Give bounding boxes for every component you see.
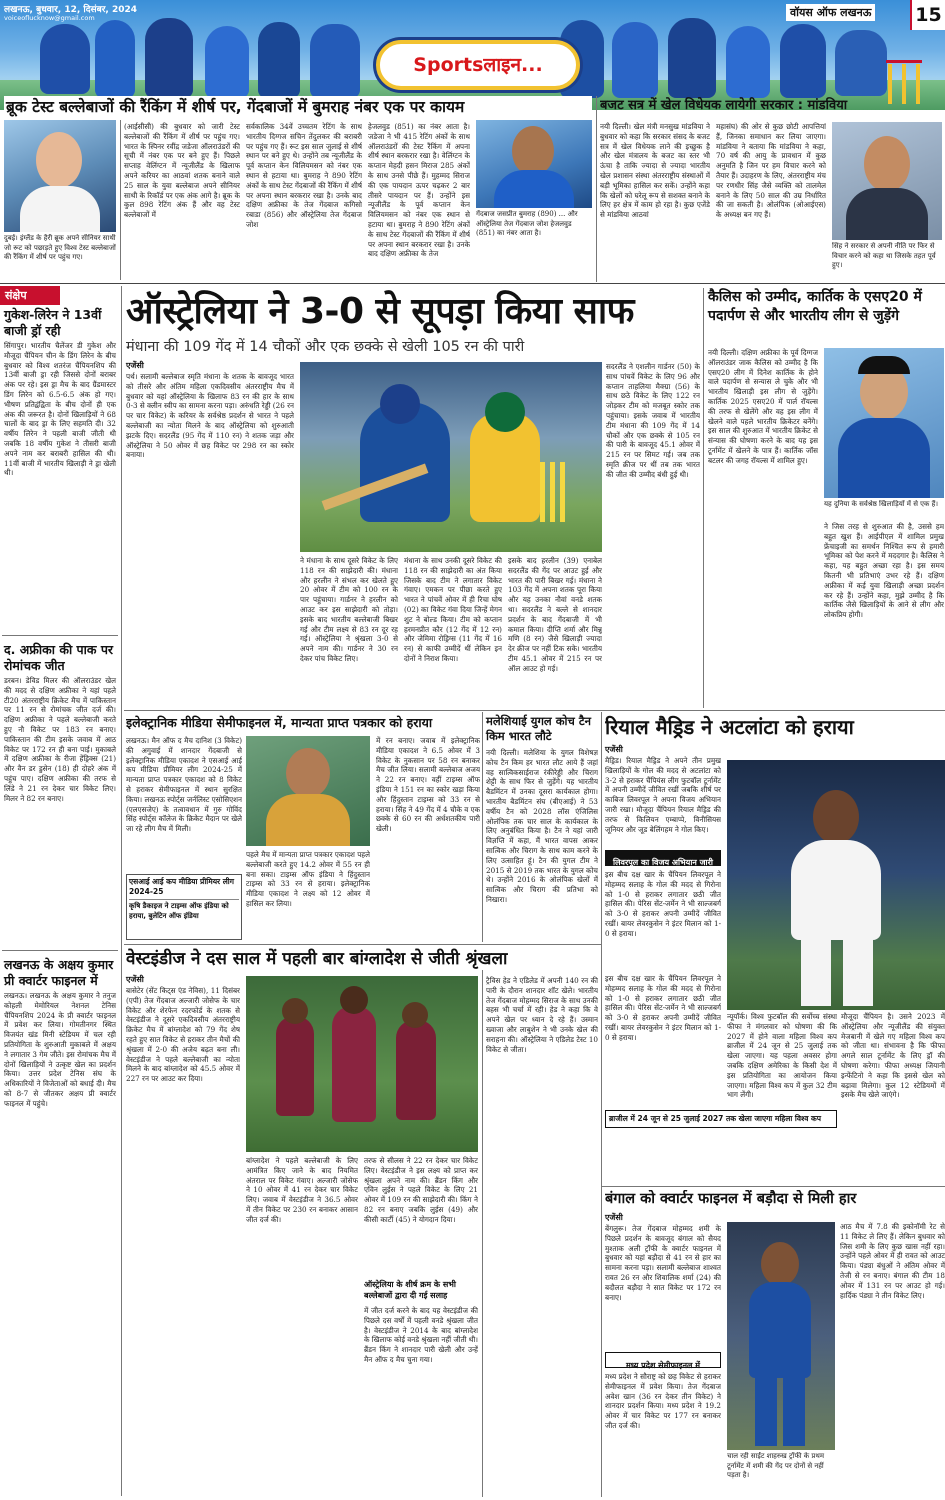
media-box: [126, 874, 242, 940]
masthead: [0, 0, 945, 110]
baroda-col-1b: मध्य प्रदेश ने सौराष्ट्र को छह विकेट से हराकर सेमीफाइनल में प्रवेश किया। तेज गेंदबाज अवेश खान (36 रन देकर तीन विकेट) ने शानदार प्रदर्शन किया। मध्य प्रदेश ने 19.2 ओवर में चार विकेट पर 177 रन बनाकर जीत दर्ज की।: [605, 1372, 721, 1430]
wi-sub-heading: ऑस्ट्रेलिया के शीर्ष क्रम के सभी बल्लेबाजों द्वारा दी गई सलाह: [364, 1280, 456, 1300]
media-box-title: एसआई आई कप मीडिया प्रीमियर लीग 2024-25: [129, 877, 239, 900]
malaysia-headline: मलेशियाई युगल कोच टैन किम भारत लौटे: [486, 714, 592, 743]
aus-column-under-photo-1: ने मंधाना के साथ दूसरे विकेट के लिए 118 रन की साझेदारी की। मंधाना और हरलीन ने संभल कर खेलते हुए 20 ओवर में टीम को 100 रन के पार पहुंचाया। गार्डनर ने हरलीन को आउट कर इस साझेदारी को तोड़ा। इसके बाद भारतीय बल्लेबाजी बिखर गई और टीम लक्ष्य से 83 रन दूर रह गई। ऑस्ट्रेलिया ने श्रृंखला 3-0 से अपने नाम की। गार्डनर ने 30 रन देकर पांच विकेट लिए।: [300, 556, 398, 663]
wi-celebration-photo: [246, 976, 478, 1152]
dateline: लखनऊ, बुधवार, 12, दिसंबर, 2024: [4, 5, 138, 15]
real-col-3: मौजूदा चैंपियन है। उसने 2023 में ऑस्ट्रेलिया और न्यूजीलैंड की संयुक्त मेजबानी में खेले गए महिला विश्व कप को जीता था। संभावना है कि फीफा अगले साल टूर्नामेंट के लिए ड्रॉ की घोषणा करेगा। फीफा अध्यक्ष जियानी इन्फेंटिनो ने कहा कि इससे खेल को बढ़ावा मिलेगा। कुल 12 स्टेडियमों में इसके मैच खेले जाएंगे।: [841, 1012, 945, 1100]
aus-column-under-photo-2: मंधाना के साथ उनकी दूसरे विकेट की 118 रन की साझेदारी का अंत किया जिसके बाद टीम ने लगातार विकेट गंवाए। एमकन पर पीछा करते हुए भारत ने पांचवें ओवर में ही रिचा घोष (02) का विकेट गंवा दिया जिन्हें मेगन शुट ने बोल्ड किया। टीम को कप्तान हरमनप्रीत कौर (12 गेंद में 12 रन) और जेमिमा रोड्रिग्स (11 गेंद में 16 रन) से काफी उम्मीदें थीं लेकिन इन दोनों ने निराश किया।: [404, 556, 502, 663]
samkshep-headline-1: गुकेश-लिरेन ने 13वीं बाजी ड्रॉ रही: [4, 307, 102, 338]
malaysia-text: नयी दिल्ली। मलेशिया के युगल विशेषज्ञ कोच टैन किम हर भारत लौट आये हैं जहां वह सात्विकसाईराज रंकीरेड्डी और चिराग शेट्टी के साथ फिर से जुड़ेंगे। यह भारतीय बैडमिंटन में उनका दूसरा कार्यकाल होगा। भारतीय बैडमिंटन संघ (बीएआई) ने 53 वर्षीय टैन को 2028 लॉस एंजिलिस ओलंपिक तक चार साल के कार्यकाल के लिए अनुबंधित किया है। टैन ने यहां जारी विज्ञप्ति में कहा, मैं भारत वापस आकर सात्विक और चिराग के साथ काम करने के लिए उत्साहित हूं। टैन की युगल टीम ने 2015 से 2019 तक भारत के युगल कोच थे। उन्होंने 2016 के ओलंपिक खेलों में सात्विक और चिराग की प्रतिभा को निखारा।: [486, 748, 598, 904]
shami-photo-caption: चाल रही साईंट शाहरुख ट्रॉफी के प्रथम टूर्नामेंट में शमी की गेंद पर दोनों से नहीं पड़ता है।: [727, 1452, 825, 1479]
baroda-headline: बंगाल को क्वार्टर फाइनल में बड़ौदा से मिली हार: [605, 1191, 857, 1207]
aus-column-right: सदरलैंड ने एशलीन गार्डनर (50) के साथ पांचवें विकेट के लिए 96 और कप्तान ताहलिया मैक्ग्रा (56) के साथ छठे विकेट के लिए 122 रन जोड़कर टीम को मजबूत स्कोर तक पहुंचाया। इसके जवाब में भारतीय टीम मंधाना की 109 गेंद में 14 चौकों और एक छक्के से 105 रन की पारी के बावजूद 45.1 ओवर में 215 रन पर सिमट गई। जब तक स्मृति क्रीज पर थीं तब तक भारत की जीत की उम्मीद बंधी हुई थी।: [606, 362, 700, 479]
bumrah-photo: [476, 120, 592, 208]
shami-photo: [727, 1222, 835, 1450]
section-title-badge: [376, 40, 580, 90]
baroda-box: [605, 1352, 721, 1368]
website: voiceoflucknow@gmail.com: [4, 14, 95, 22]
real-box-2-title: ब्राजील में 24 जून से 25 जुलाई 2027 तक खेला जाएगा महिला विश्व कप: [609, 1114, 822, 1123]
media-box-item: कृषि डैकाइज ने टाइम्स ऑफ इंडिया को हराया, बुलेटिन ऑफ इंडिया: [129, 902, 229, 920]
real-box-title: लिवरपूल का विजय अभियान जारी: [613, 858, 713, 867]
media-col-1: लखनऊ। मैन ऑफ द मैच दानिश (3 विकेट) की अगुवाई में शानदार गेंदबाजी से इलेक्ट्रानिक मीडिया एकादश ने एसआई आई कप मीडिया प्रीमियर लीग 2024-25 में मान्यता प्राप्त पत्रकार एकादश को 8 विकेट से हराकर सेमीफाइनल में स्थान सुरक्षित किया। लखनऊ स्पोर्ट्स जर्नलिस्ट एसोसिएशन (एलएसजेए) के तत्वावधान में गुरु गोविंद सिंह स्पोर्ट्स कॉलेज के क्रिकेट मैदान पर खेले जा रहे लीग मैच में मिली।: [126, 736, 242, 834]
kallis-col-1: नयी दिल्ली। दक्षिण अफ्रीका के पूर्व दिग्गज ऑलराउंडर जाक कैलिस को उम्मीद है कि एसए20 लीग में दिनेश कार्तिक के होने वाले पदार्पण से सन्यास ले चुके और भी भारतीय खिलाड़ी इस लीग से जुड़ेंगे। कार्तिक 2025 एसए20 में पार्ल रॉयल्स की तरफ से खेलेंगे और वह इस लीग में खेलने वाले पहले भारतीय क्रिकेटर बनेंगे। इस साल की शुरुआत में भारतीय क्रिकेट से संन्यास की घोषणा करने के बाद यह इस टूर्नामेंट में खेलने के पात्र हैं। कार्तिक जॉस बटलर की जगह रॉयल्स में शामिल हुए।: [708, 348, 818, 465]
real-box: [605, 850, 721, 866]
wi-col-main-2: बांग्लादेश ने पहले बल्लेबाजी के लिए आमंत्रित किए जाने के बाद नियमित अंतराल पर विकेट गंवाए। अल्जारी जोसेफ ने 10 ओवर में 41 रन देकर चार विकेट लिए। जवाब में वेस्टइंडीज ने 36.5 ओवर में तीन विकेट पर 230 रन बनाकर आसान जीत दर्ज की।: [246, 1156, 358, 1224]
brook-photo: [4, 120, 116, 232]
mandaviya-photo: [832, 122, 942, 240]
samkshep-text-3: लखनऊ। लखनऊ के अक्षय कुमार ने तनुज कोहली मेमोरियल नेशनल टेनिस चैंपियनशिप 2024 के प्री क्वार्टर फाइनल में प्रवेश कर लिया। गोमतीनगर स्थित विजयंत खंड मिनी स्टेडियम में चल रही प्रतियोगिता के शुरुआती मुकाबले में अक्षय ने लगातार 3 गेम जीते। इस रोमांचक मैच में दोनों खिलाड़ियों ने उत्कृष्ट खेल का प्रदर्शन किया। उत्तर प्रदेश टेनिस संघ के अधिकारियों ने विजेताओं को बधाई दी। मैच को 8-7 से जीतकर अक्षय प्री क्वार्टर फाइनल में पहुंचे।: [4, 991, 116, 1108]
media-col-4: में रन बनाए। जवाब में इलेक्ट्रानिक मीडिया एकादश ने 6.5 ओवर में 3 विकेट के नुकसान पर 58 रन बनाकर मैच जीत लिया। सलामी बल्लेबाज अजय ने 22 रन बनाए। वहीं टाइम्स ऑफ इंडिया ने 151 रन का स्कोर खड़ा किया और हिंदुस्तान टाइम्स को 33 रन से हराया। सिंह ने 49 गेंद में 4 चौके व एक छक्के से 60 रन की अर्धशतकीय पारी खेली।: [376, 736, 480, 834]
wi-col-main: बासेटेर (सेंट किट्स एंड नेविस), 11 दिसंबर (एपी) तेज गेंदबाज अल्जारी जोसेफ के चार विकेट और शेरफेन रदरफोर्ड के शतक से वेस्टइंडीज ने दूसरे एकदिवसीय अंतरराष्ट्रीय क्रिकेट मैच में बांग्लादेश को 79 गेंद शेष रहते हुए सात विकेट से हराकर तीन मैचों की श्रृंखला में 2-0 की अजेय बढ़त बना ली। वेस्टइंडीज ने पहले बल्लेबाजी का न्योता मिलने के बाद बांग्लादेश को 45.5 ओवर में 227 रन पर आउट कर दिया।: [126, 986, 240, 1084]
australia-subhead: मंधाना की 109 गेंद में 14 चौकों और एक छक्के से खेली 105 रन की पारी: [126, 339, 525, 355]
aus-column-left: पर्थ। सलामी बल्लेबाज स्मृति मंधाना के शतक के बावजूद भारत को तीसरे और अंतिम महिला एकदिवसीय अंतरराष्ट्रीय मैच में बुधवार को यहां ऑस्ट्रेलिया के खिलाफ 83 रन की हार के साथ 0-3 से क्लीन स्वीप का सामना करना पड़ा। अरुंधति रेड्डी (26 रन पर चार विकेट) के करियर के सर्वश्रेष्ठ प्रदर्शन से भारत ने पहले बल्लेबाजी का न्योता मिलने के बाद ऑस्ट्रेलिया को शुरुआती झटके दिए। सदरलैंड (95 गेंद में 110 रन) ने शतक जड़ा और ऑस्ट्रेलिया ने 50 ओवर में छह विकेट पर 298 रन का स्कोर बनाया।: [126, 372, 294, 460]
bumrah-photo-caption: गेंदबाज जसप्रीत बुमराह (890) ... और ऑस्ट्रेलिया तेज गेंदबाज जोश हेजलवुड (851) का नंबर आता है।: [476, 210, 578, 237]
samkshep-text-1: सिंगापुर। भारतीय चैलेंजर डी गुकेश और मौजूदा चैंपियन चीन के डिंग लिरेन के बीच बुधवार को विश्व शतरंज चैंपियनशिप की 13वीं बाजी ड्रा रही जिससे दोनों बराबर अंक पर रहे। इस ड्रा मैच के बाद ग्रैंडमास्टर डिंग लिरेन को 6.5-6.5 अंक हो गए। भीषण प्रतिद्वंद्विता के बीच दोनों ही एक अंक की जरूरत है। दोनों खिलाड़ियों ने 68 चालों के बाद ड्रा के लिए सहमति दी। 32 वर्षीय लिरेन ने पहली बाजी जीती थी जबकि 18 वर्षीय गुकेश ने तीसरी बाजी अपने नाम कर बराबरी हासिल की थी। 11वीं बाजी में भारतीय खिलाड़ी ने ड्रा खेली थी।: [4, 341, 116, 478]
mandaviya-photo-caption: सिंह ने सरकार से अपनी नीति पर फिर से विचार करने को कहा था जिसके तहत पूर्व हुए।: [832, 242, 936, 269]
australia-agency: एजेंसी: [126, 361, 144, 370]
wi-headline: वेस्टइंडीज ने दस साल में पहली बार बांग्लादेश से जीती श्रृंखला: [126, 949, 508, 969]
media-headline: इलेक्ट्रानिक मीडिया सेमीफाइनल में, मान्यता प्राप्त पत्रकार को हराया: [126, 715, 433, 730]
lead-col-3: हेजलवुड (851) का नंबर आता है। जडेजा ने भी 415 रेटिंग अंकों के साथ ऑलराउंडरों की टेस्ट रैंकिंग में अपना शीर्ष स्थान बरकरार रखा है। वेलिंग्टन के कप्तान मेहदी हसन मिराज 285 अंकों के साथ उनसे पीछे हैं। मुहम्मद सिराज की एक पायदान ऊपर चढ़कर 2 बार तीसरे पायदान पर हैं। उन्होंने इस न्यूजीलैंड के पूर्व कप्तान केन विलियमसन को नंबर एक स्थान से हटाया था। बुमराह ने 890 रेटिंग अंकों के साथ टेस्ट गेंदबाजों की रैंकिंग में शीर्ष पर अपना स्थान बरकरार रखा है। उनके बाद दक्षिण अफ्रीका के तेज: [368, 122, 470, 259]
kallis-col-2: ने जिस तरह से शुरुआत की है, उससे हम बहुत खुश हैं। आईपीएल में शामिल प्रमुख फ्रेंचाइजी का समर्थन निश्चित रूप से हमारी भूमिका को पेश करने में मददगार है। कैलिस ने कहा, यह बहुत अच्छा रहा है। इस समय कितनी भी प्रतिभाएं उभर रहे हैं। दक्षिण अफ्रीका में कई युवा खिलाड़ी अच्छा प्रदर्शन कर रहे हैं। उन्होंने कहा, मुझे उम्मीद है कि कार्तिक जैसे खिलाड़ियों के आने से लीग और लोकप्रिय होगी।: [824, 522, 944, 620]
lead-headline: ब्रूक टेस्ट बल्लेबाजों की रैंकिंग में शीर्ष पर, गेंदबाजों में बुमराह नंबर एक पर कायम: [4, 96, 592, 119]
australia-headline: ऑस्ट्रेलिया ने 3-0 से सूपड़ा किया साफ: [126, 291, 634, 332]
real-box-2: [605, 1110, 837, 1128]
wi-agency: एजेंसी: [126, 975, 144, 984]
wi-col-5: ट्रैविस हेड ने एडिलेड में अपनी 140 रन की पारी के दौरान शानदार शॉट खेले। भारतीय तेज गेंदबाज मोहम्मद सिराज के साथ उनकी बहस भी चर्चा में रही। हेड ने कहा कि वे अपने खेल पर ध्यान दे रहे हैं। उस्मान ख्वाजा और लाबुशेन ने भी उनके खेल की सराहना की। ऑस्ट्रेलिया ने एडिलेड टेस्ट 10 विकेट से जीता।: [486, 976, 598, 1054]
baroda-box-title: मध्य प्रदेश सेमीफाइनल में: [625, 1361, 701, 1370]
samkshep-column: [0, 286, 120, 1496]
section-title: Sportsलाइन...: [413, 54, 543, 76]
real-col-1: मैड्रिड। रियाल मैड्रिड ने अपने तीन प्रमुख खिलाड़ियों के गोल की मदद से अटलांटा को 3-2 से हराकर चैंपियंस लीग फुटबॉल टूर्नामेंट में अपनी उम्मीदें जीवित रखीं जबकि शीर्ष पर काबिज लिवरपूल ने अपना विजय अभियान जारी रखा। मौजूदा चैंपियन रियाल मैड्रिड की तरफ से किलियन एम्बाप्पे, विनीसियस जूनियर और जूड बेलिंगहम ने गोल किए।: [605, 756, 721, 834]
wi-col-3: तरफ से सीलस ने 22 रन देकर चार विकेट लिए। वेस्टइंडीज ने इस लक्ष्य को प्राप्त कर श्रृंखला अपने नाम की। ब्रैंडन किंग और एविन लुईस ने पहले विकेट के लिए 21 ओवर में 109 रन की साझेदारी की। किंग ने 82 रन बनाए जबकि लुईस (49) और कीसी कार्टी (45) ने योगदान दिया।: [364, 1156, 478, 1224]
lead-col-1: (आईसीसी) की बुधवार को जारी टेस्ट बल्लेबाजों की रैंकिंग में शीर्ष पर पहुंच गए। भारत के स्पिनर रवींद्र जडेजा ऑलराउंडरों की सूची में नंबर एक पर बने हुए हैं। पिछले सप्ताह वेलिंग्टन में न्यूजीलैंड के खिलाफ अपने करियर का आठवां शतक बनाने वाले 25 साल के युवा बल्लेबाज अपने सीनियर साथी के रिकॉर्ड पर एक अंक आगे है। ब्रूक के कुल 898 रेटिंग अंक हैं और वह टेस्ट बल्लेबाजों में: [124, 122, 240, 220]
baroda-agency: एजेंसी: [605, 1213, 623, 1222]
real-agency: एजेंसी: [605, 745, 623, 754]
real-col-1c: इस बीच दक्ष खार के चैंपियन लिवरपूल ने मोहम्मद सलाह के गोल की मदद से गिरोना को 1-0 से हराकर लगातार छठी जीत हासिल की। पेरिस सेंट-जर्मेन ने भी साल्जबर्ग को 3-0 से हराकर अपनी उम्मीदें जीवित रखीं। बायर लेवरकुसेन ने इंटर मिलान को 1-0 से हराया।: [605, 974, 721, 1042]
real-col-2: न्यूयॉर्क। विश्व फुटबॉल की सर्वोच्च संस्था फीफा ने मंगलवार को घोषणा की कि 2027 में होने वाला महिला विश्व कप ब्राजील में 24 जून से 25 जुलाई तक खेला जाएगा। यह पहला अवसर होगा जबकि दक्षिण अमेरिका के किसी देश में इस प्रतियोगिता का आयोजन किया जाएगा। महिला विश्व कप में कुल 32 टीम भाग लेंगी।: [727, 1012, 837, 1100]
budget-col-1: नयी दिल्ली। खेल मंत्री मनसुख मांडविया ने बुधवार को कहा कि सरकार संसद के बजट सत्र में खेल विधेयक लाने की इच्छुक है और खेल मंत्रालय के बजट का स्तर भी ऊंचा है ताकि ज्यादा से ज्यादा भारतीय खेल प्रशासन संस्था अंतरराष्ट्रीय संस्थाओं में बड़ी भूमिका हासिल कर सकें। उन्होंने कहा कि खेलों को घरेलू रूप से सशक्त बनाने के लिए हर क्षेत्र में काम हो रहा है। कुछ एजेंडे से मांडविया आठवां: [600, 122, 710, 220]
baroda-col-1: बेंगलुरू। तेज गेंदबाज मोहम्मद शमी के पिछले प्रदर्शन के बावजूद बंगाल को सैयद मुश्ताक अली ट्रॉफी के क्वार्टर फाइनल में बुधवार को यहां बड़ौदा से 41 रन से हार का सामना करना पड़ा। सलामी बल्लेबाज शाश्वत रावत 26 रन और शिवालिक शर्मा (24) की बदौलत बड़ौदा ने सात विकेट पर 172 रन बनाए।: [605, 1224, 721, 1302]
budget-col-2: महासंघ) की ओर से कुछ छोटी आपत्तियां हैं, जिनका समाधान कर लिया जाएगा। मांडविया ने बताया कि मांडविया ने कहा, 70 वर्ष की आयु के प्रावधान में कुछ अनुमति है जिन पर हम विचार करने को तैयार हैं। उदाहरण के लिए, अंतरराष्ट्रीय मंच पर रणधीर सिंह जैसे व्यक्ति को तालमेल बनाने के लिए 50 साल की उम्र निर्धारित की जा सकती है। ओलंपिक (ओआईएस) के अध्यक्ष बन गए हैं।: [716, 122, 826, 220]
media-player-photo: [246, 736, 370, 846]
page-number-text: 15: [915, 4, 942, 26]
samkshep-text-2: डरबन। डेविड मिलर की ऑलराउंडर खेल की मदद से दक्षिण अफ्रीका ने यहां पहले टी20 अंतरराष्ट्रीय क्रिकेट मैच में पाकिस्तान पर 11 रन से रोमांचक जीत दर्ज की। दक्षिण अफ्रीका ने पहले बल्लेबाजी करते हुए नौ विकेट पर 183 रन बनाए। पाकिस्तान की टीम इसके जवाब में आठ विकेट पर 172 रन ही बना पाई। मुकाबले में दक्षिण अफ्रीका के रीजा हेंड्रिक्स (21) और वैन डर डुसेन (18) ही दोहरे अंक में पहुंच पाए। दक्षिण अफ्रीका की तरफ से लिंडे ने 21 रन देकर चार विकेट लिए। मिलर ने 82 रन बनाए।: [4, 676, 116, 803]
wi-col-4: में जीत दर्ज करने के बाद यह वेस्टइंडीज की पिछले दस वर्षों में पहली वनडे श्रृंखला जीत है। वेस्टइंडीज ने 2014 के बाद बांग्लादेश के खिलाफ कोई वनडे श्रृंखला नहीं जीती थी। ब्रैंडन किंग ने शानदार पारी खेली और उन्हें मैन ऑफ द मैच चुना गया।: [364, 1306, 478, 1364]
page-number: [910, 0, 945, 30]
kallis-photo-caption: यह दुनिया के सर्वश्रेष्ठ खिलाड़ियों में से एक हैं।: [824, 500, 939, 508]
mbappe-photo: [727, 760, 945, 1010]
kallis-headline: कैलिस को उम्मीद, कार्तिक के एसए20 में पदार्पण से और भारतीय लीग से जुड़ेंगे: [708, 289, 922, 324]
baroda-col-2: आठ मैच में 7.8 की इकोनॉमी रेट से 11 विकेट ले लिए हैं। लेकिन बुधवार को जिस शमी के लिए कुछ खास नहीं रहा। उन्होंने पहले ओवर में ही रावत को आउट किया। पंड्या बंधुओं ने अंतिम ओवर में तेजी से रन बनाए। बंगाल की टीम 18 ओवर में 131 रन पर आउट हो गई। हार्दिक पंड्या ने तीन विकेट लिए।: [840, 1222, 945, 1300]
real-col-1b: इस बीच दक्ष खार के चैंपियन लिवरपूल ने मोहम्मद सलाह के गोल की मदद से गिरोना को 1-0 से हराकर लगातार छठी जीत हासिल की। पेरिस सेंट-जर्मेन ने भी साल्जबर्ग को 3-0 से हराकर अपनी उम्मीदें जीवित रखीं। बायर लेवरकुसेन ने इंटर मिलान को 1-0 से हराया।: [605, 870, 721, 938]
kallis-photo: [824, 348, 944, 498]
mandhana-batting-photo: [300, 362, 602, 552]
aus-column-under-photo-3: इसके बाद हरलीन (39) एनाबेल सदरलैंड की गेंद पर आउट हुई और भारत की पारी बिखर गई। मंधाना ने 103 गेंद में अपना शतक पूरा किया और यह उनका नौवां वनडे शतक था। सदरलैंड ने बल्ले से शानदार प्रदर्शन के बाद गेंदबाजी में भी कमाल किया। दीप्ति शर्मा और मिन्नू मणि (8 रन) जैसे खिलाड़ी ज्यादा देर क्रीज पर नहीं टिक सके। भारतीय टीम 45.1 ओवर में 215 रन पर ऑल आउट हो गई।: [508, 556, 602, 673]
brook-photo-caption: दुबई। इंग्लैंड के हैरी ब्रूक अपने सीनियर साथी जो रूट को पछाड़ते हुए विश्व टेस्ट बल्लेबाजों की रैंकिंग में शीर्ष पर पहुंच गए।: [4, 234, 116, 261]
real-headline: रियाल मैड्रिड ने अटलांटा को हराया: [605, 715, 854, 739]
lead-col-2: सर्वकालिक 34वें उच्चतम रेटिंग के साथ भारतीय दिग्गज सचिन तेंदुलकर की बराबरी पर पहुंच गए हैं। रूट इस साल जुलाई से शीर्ष स्थान पर बने हुए थे। उन्होंने तब न्यूजीलैंड के पूर्व कप्तान केन विलियमसन को नंबर एक स्थान से हटाया था। बुमराह ने 890 रेटिंग अंकों के साथ टेस्ट गेंदबाजों की रैंकिंग में शीर्ष पर अपना स्थान बरकरार रखा है। उनके बाद दक्षिण अफ्रीका के तेज गेंदबाज कगिसो रबाडा (856) और ऑस्ट्रेलिया तेज गेंदबाज जोश: [246, 122, 362, 229]
paper-name: वॉयस ऑफ लखनऊ: [786, 4, 875, 21]
samkshep-label: संक्षेप: [0, 286, 60, 305]
samkshep-headline-2: द. अफ्रीका की पाक पर रोमांचक जीत: [4, 642, 114, 673]
samkshep-headline-3: लखनऊ के अक्षय कुमार प्री क्वार्टर फाइनल में: [4, 957, 114, 988]
media-col-2: पहले मैच में मान्यता प्राप्त पत्रकार एकादश पहले बल्लेबाजी करते हुए 14.2 ओवर में 55 रन ही बना सका। टाइम्स ऑफ इंडिया ने हिंदुस्तान टाइम्स को 33 रन से हराया। इलेक्ट्रानिक मीडिया एकादश ने लक्ष्य को 12 ओवर में हासिल कर लिया।: [246, 850, 370, 908]
budget-headline: बजट सत्र में खेल विधेयक लायेगी सरकार : मांडविया: [600, 98, 848, 113]
